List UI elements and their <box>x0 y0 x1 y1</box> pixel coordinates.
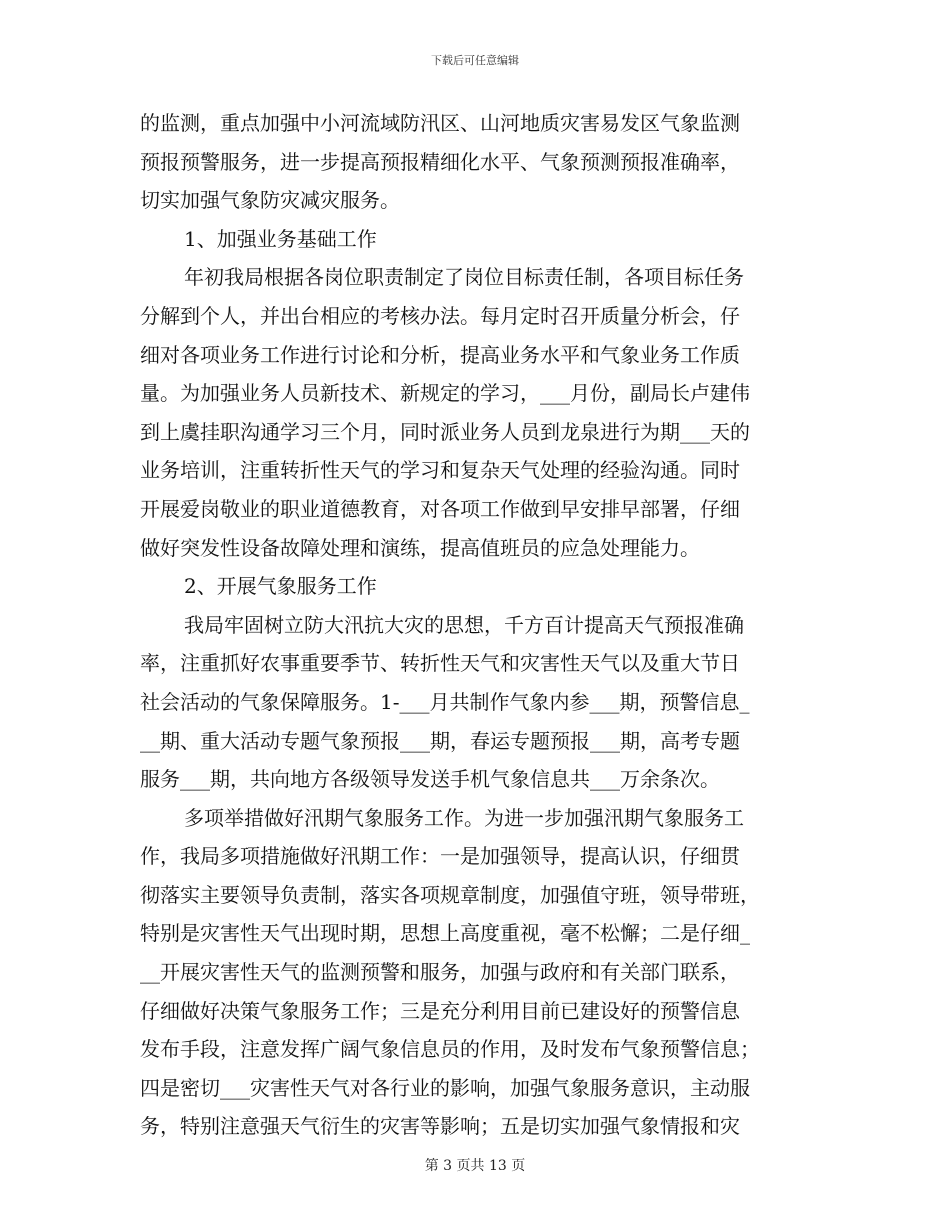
text-line: 社会活动的气象保障服务。1-___月共制作气象内参___期，预警信息_ <box>140 689 750 714</box>
text-line: 年初我局根据各岗位职责制定了岗位目标责任制，各项目标任务 <box>184 265 744 290</box>
text-line: 服务___期，共向地方各级领导发送手机气象信息共___万余条次。 <box>140 767 720 792</box>
text-line: 务，特别注意强天气衍生的灾害等影响；五是切实加强气象情报和灾 <box>140 1114 740 1139</box>
text-line: 我局牢固树立防大汛抗大灾的思想，千方百计提高天气预报准确 <box>184 612 744 637</box>
text-line: 特别是灾害性天气出现时期，思想上高度重视，毫不松懈；二是仔细_ <box>140 921 750 946</box>
text-line: 1、加强业务基础工作 <box>184 226 377 251</box>
text-line: 开展爱岗敬业的职业道德教育，对各项工作做到早安排早部署，仔细 <box>140 496 740 521</box>
text-line: 到上虞挂职沟通学习三个月，同时派业务人员到龙泉进行为期___天的 <box>140 419 750 444</box>
text-line: 多项举措做好汛期气象服务工作。为进一步加强汛期气象服务工 <box>184 805 744 830</box>
text-line: __期、重大活动专题气象预报___期，春运专题预报___期，高考专题 <box>140 728 740 753</box>
text-line: 做好突发性设备故障处理和演练，提高值班员的应急处理能力。 <box>140 535 700 560</box>
text-line: 切实加强气象防灾减灾服务。 <box>140 188 400 213</box>
text-line: 细对各项业务工作进行讨论和分析，提高业务水平和气象业务工作质 <box>140 342 740 367</box>
text-line: 发布手段，注意发挥广阔气象信息员的作用，及时发布气象预警信息； <box>140 1037 760 1062</box>
text-line: 分解到个人，并出台相应的考核办法。每月定时召开质量分析会，仔 <box>140 303 740 328</box>
text-line: 2、开展气象服务工作 <box>184 574 377 599</box>
text-line: 仔细做好决策气象服务工作；三是充分利用目前已建设好的预警信息 <box>140 998 740 1023</box>
text-line: 作，我局多项措施做好汛期工作：一是加强领导，提高认识，仔细贯 <box>140 844 740 869</box>
text-line: 的监测，重点加强中小河流域防汛区、山河地质灾害易发区气象监测 <box>140 111 740 135</box>
text-line: 率，注重抓好农事重要季节、转折性天气和灾害性天气以及重大节日 <box>140 651 740 676</box>
text-line: 量。为加强业务人员新技术、新规定的学习，___月份，副局长卢建伟 <box>140 381 750 406</box>
text-line: 预报预警服务，进一步提高预报精细化水平、气象预测预报准确率， <box>140 149 740 174</box>
text-line: 彻落实主要领导负责制，落实各项规章制度，加强值守班，领导带班， <box>140 882 760 907</box>
document-body <box>140 104 810 1146</box>
page-footer: 第 3 页共 13 页 <box>424 1158 526 1174</box>
text-line: __开展灾害性天气的监测预警和服务，加强与政府和有关部门联系， <box>140 960 740 985</box>
page-header: 下载后可任意编辑 <box>431 54 519 67</box>
text-line: 四是密切___灾害性天气对各行业的影响，加强气象服务意识，主动服 <box>140 1075 750 1100</box>
text-line: 业务培训，注重转折性天气的学习和复杂天气处理的经验沟通。同时 <box>140 458 740 483</box>
